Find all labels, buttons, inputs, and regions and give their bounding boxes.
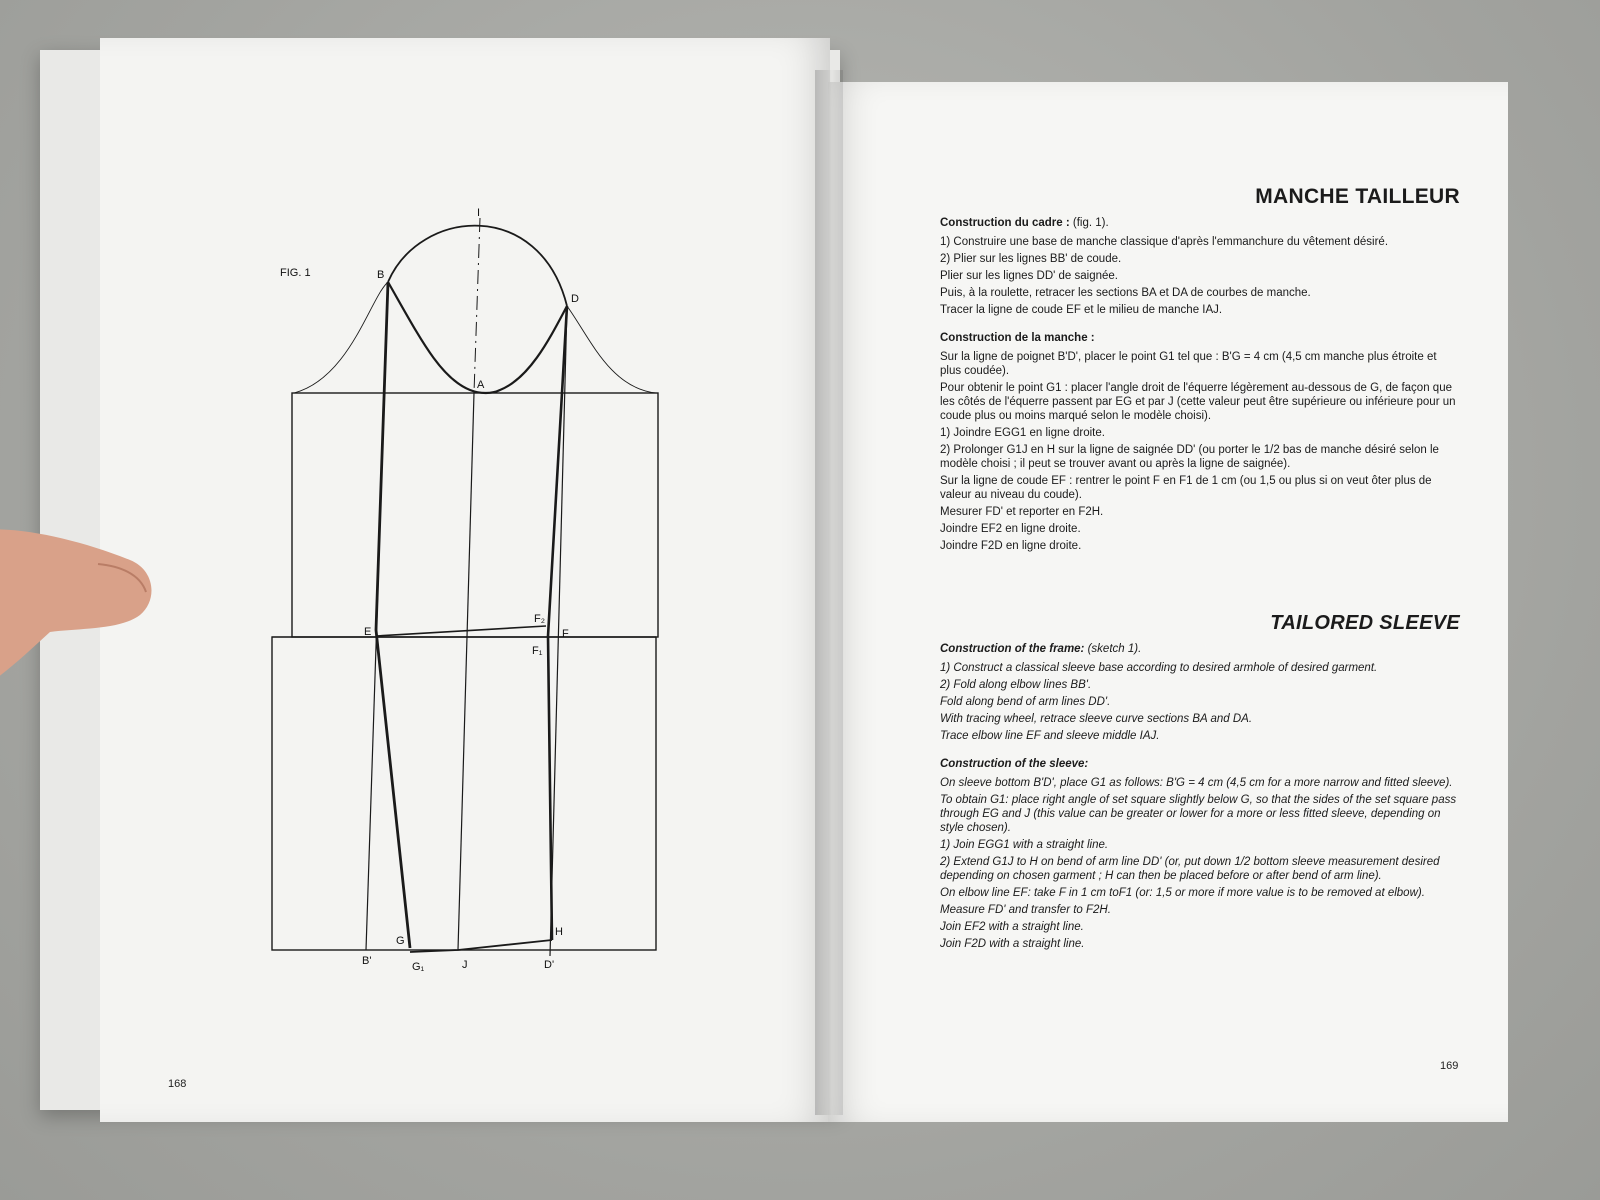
en-line: 1) Construct a classical sleeve base according to desired armhole of desired garment. bbox=[940, 662, 1378, 674]
fr-line: 1) Joindre EGG1 en ligne droite. bbox=[940, 427, 1105, 439]
page-number-right: 169 bbox=[1440, 1060, 1459, 1072]
en-line: Fold along bend of arm lines DD'. bbox=[940, 696, 1111, 708]
section-frame-title-fr: Construction du cadre : (fig. 1). bbox=[940, 217, 1109, 229]
fr-line: Plier sur les lignes DD' de saignée. bbox=[940, 270, 1118, 282]
right-page-text bbox=[940, 185, 1460, 954]
point-label-d: D bbox=[571, 293, 579, 305]
section-sleeve-title-fr: Construction de la manche : bbox=[940, 332, 1095, 344]
fr-line: Pour obtenir le point G1 : placer l'angle droit de l'équerre légèrement au-dessous de G, de façon que les côtés de l'équerre passent par EG et par J (cette valeur peut être supérieure ou inférieure pour un coude plus ou moins marqué selon le modèle choisi). bbox=[940, 382, 1456, 422]
page-number-left: 168 bbox=[168, 1078, 187, 1090]
center-line bbox=[458, 393, 474, 950]
thin-cap-left bbox=[294, 282, 388, 393]
hand-thumb bbox=[0, 520, 170, 690]
en-line: To obtain G1: place right angle of set square slightly below G, so that the sides of the set square pass through EG and J (this value can be greater or lower for a more or less fitted sleeve, depending on style chosen). bbox=[940, 794, 1457, 834]
fr-line: Joindre EF2 en ligne droite. bbox=[940, 523, 1081, 535]
point-label-i: I bbox=[477, 207, 481, 219]
en-line: With tracing wheel, retrace sleeve curve sections BA and DA. bbox=[940, 713, 1253, 725]
center-line-dashed bbox=[474, 218, 480, 393]
title-fr: MANCHE TAILLEUR bbox=[1255, 185, 1460, 208]
en-line: Join F2D with a straight line. bbox=[940, 938, 1085, 950]
sleeve-pattern-figure bbox=[100, 38, 830, 1122]
under-seam bbox=[376, 282, 410, 948]
en-line: On elbow line EF: take F in 1 cm toF1 (or: 1,5 or more if more value is to be removed at elbow). bbox=[940, 887, 1425, 899]
en-line: 2) Extend G1J to H on bend of arm line DD' (or, put down 1/2 bottom sleeve measurement desired depending on chosen garment ; H can then be placed before or after bend of arm line). bbox=[940, 856, 1440, 882]
point-label-e: E bbox=[364, 626, 372, 638]
en-line: 2) Fold along elbow lines BB'. bbox=[940, 679, 1092, 691]
upper-frame bbox=[292, 393, 658, 637]
point-label-b-prime: B' bbox=[362, 955, 372, 967]
point-label-j: J bbox=[462, 959, 468, 971]
point-label-f2: F₂ bbox=[534, 613, 545, 625]
point-label-h: H bbox=[555, 926, 563, 938]
point-label-b: B bbox=[377, 269, 385, 281]
fr-line: 1) Construire une base de manche classique d'après l'emmanchure du vêtement désiré. bbox=[940, 236, 1389, 248]
en-line: On sleeve bottom B'D', place G1 as follows: B'G = 4 cm (4,5 cm for a more narrow and fitted sleeve). bbox=[940, 777, 1453, 789]
lower-frame bbox=[272, 637, 656, 950]
cap-arc bbox=[388, 226, 567, 306]
point-label-f: F bbox=[562, 628, 569, 640]
fr-line: Joindre F2D en ligne droite. bbox=[940, 540, 1082, 552]
section-sleeve-title-en: Construction of the sleeve: bbox=[940, 758, 1089, 770]
fr-line: Sur la ligne de coude EF : rentrer le point F en F1 de 1 cm (ou 1,5 ou plus si on veut ôter plus de valeur au niveau du coude). bbox=[940, 475, 1432, 501]
en-line: Trace elbow line EF and sleeve middle IAJ. bbox=[940, 730, 1160, 742]
figure-label: FIG. 1 bbox=[280, 267, 311, 279]
en-line: Join EF2 with a straight line. bbox=[940, 921, 1084, 933]
thin-cap-right bbox=[567, 306, 656, 393]
line-ef2 bbox=[376, 626, 546, 636]
point-label-g1: G₁ bbox=[412, 961, 425, 973]
fr-line: 2) Plier sur les lignes BB' de coude. bbox=[940, 253, 1122, 265]
en-line: Measure FD' and transfer to F2H. bbox=[940, 904, 1111, 916]
section-frame-title-en: Construction of the frame: (sketch 1). bbox=[940, 643, 1142, 655]
point-label-d-prime: D' bbox=[544, 959, 555, 971]
english-section bbox=[940, 612, 1460, 951]
fr-line: Puis, à la roulette, retracer les sections BA et DA de courbes de manche. bbox=[940, 287, 1311, 299]
fr-line: 2) Prolonger G1J en H sur la ligne de saignée DD' (ou porter le 1/2 bas de manche désiré selon le modèle choisi ; il peut se trouver avant ou après la ligne de saignée). bbox=[940, 444, 1439, 470]
point-label-a: A bbox=[477, 379, 485, 391]
fr-line: Mesurer FD' et reporter en F2H. bbox=[940, 506, 1104, 518]
point-label-g: G bbox=[396, 935, 405, 947]
en-line: 1) Join EGG1 with a straight line. bbox=[940, 839, 1109, 851]
title-en: TAILORED SLEEVE bbox=[1270, 612, 1460, 634]
point-label-f1: F₁ bbox=[532, 645, 543, 657]
fr-line: Sur la ligne de poignet B'D', placer le point G1 tel que : B'G = 4 cm (4,5 cm manche plus étroite et plus coudée). bbox=[940, 351, 1437, 377]
fr-line: Tracer la ligne de coude EF et le milieu de manche IAJ. bbox=[940, 304, 1223, 316]
